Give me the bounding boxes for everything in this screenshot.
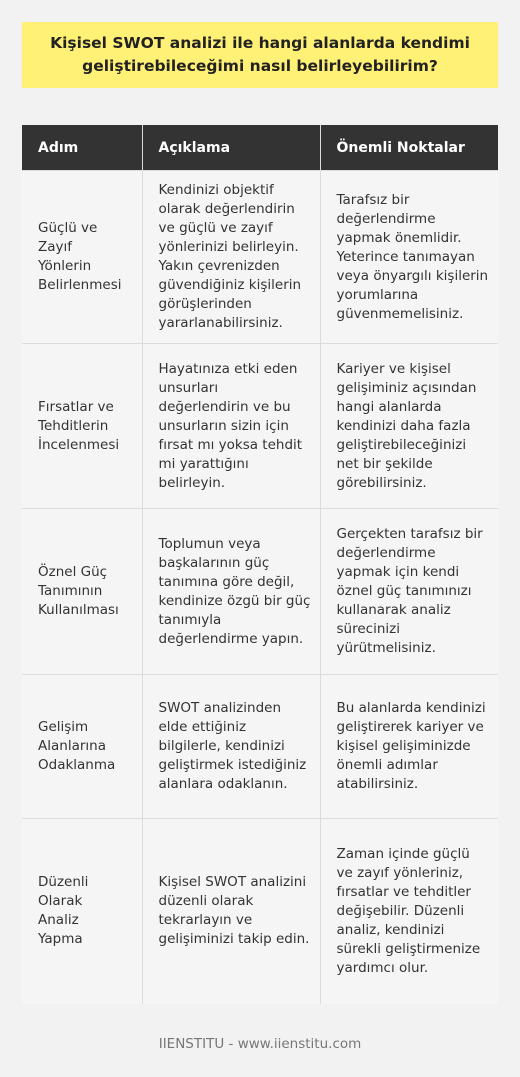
header-notes: Önemli Noktalar [320, 125, 498, 171]
description-cell: Kişisel SWOT analizini düzenli olarak tekrarlayın ve gelişiminizi takip edin. [142, 819, 320, 1004]
note-cell: Zaman içinde güçlü ve zayıf yönleriniz, fırsatlar ve tehditler değişebilir. Düzenli analiz, kendinizi sürekli geliştirmenize yardımcı olur. [320, 819, 498, 1004]
step-cell: Düzenli Olarak Analiz Yapma [22, 819, 142, 1004]
table-header-row [22, 125, 498, 171]
description-cell: Hayatınıza etki eden unsurları değerlendirin ve bu unsurların sizin için fırsat mı yoksa tehdit mi yarattığını belirleyin. [142, 344, 320, 509]
table-row [22, 344, 498, 509]
note-cell: Tarafsız bir değerlendirme yapmak önemlidir. Yeterince tanımayan veya önyargılı kişilerin yorumlarına güvenmemelisiniz. [320, 171, 498, 344]
note-cell: Bu alanlarda kendinizi geliştirerek kariyer ve kişisel gelişiminizde önemli adımlar atabilirsiniz. [320, 675, 498, 819]
page-title: Kişisel SWOT analizi ile hangi alanlarda kendimi geliştirebileceğimi nasıl belirleyebilirim? [50, 34, 470, 75]
description-cell: SWOT analizinden elde ettiğiniz bilgilerle, kendinizi geliştirmek istediğiniz alanlara odaklanın. [142, 675, 320, 819]
table-row [22, 819, 498, 1004]
step-cell: Güçlü ve Zayıf Yönlerin Belirlenmesi [22, 171, 142, 344]
step-cell: Fırsatlar ve Tehditlerin İncelenmesi [22, 344, 142, 509]
description-cell: Kendinizi objektif olarak değerlendirin ve güçlü ve zayıf yönlerinizi belirleyin. Yakın çevrenizden güvendiğiniz kişilerin görüşlerinden yararlanabilirsiniz. [142, 171, 320, 344]
table-row [22, 171, 498, 344]
table-row [22, 509, 498, 675]
swot-table [22, 125, 498, 1004]
step-cell: Gelişim Alanlarına Odaklanma [22, 675, 142, 819]
title-banner [22, 22, 498, 88]
note-cell: Kariyer ve kişisel gelişiminiz açısından hangi alanlarda kendinizi daha fazla geliştirebileceğinizi net bir şekilde görebilirsiniz. [320, 344, 498, 509]
footer-credit: IIENSTITU - www.iienstitu.com [158, 1036, 362, 1052]
step-cell: Öznel Güç Tanımının Kullanılması [22, 509, 142, 675]
description-cell: Toplumun veya başkalarının güç tanımına göre değil, kendinize özgü bir güç tanımıyla değerlendirme yapın. [142, 509, 320, 675]
header-description: Açıklama [142, 125, 320, 171]
table-row [22, 675, 498, 819]
note-cell: Gerçekten tarafsız bir değerlendirme yapmak için kendi öznel güç tanımınızı kullanarak analiz sürecinizi yürütmelisiniz. [320, 509, 498, 675]
header-step: Adım [22, 125, 142, 171]
